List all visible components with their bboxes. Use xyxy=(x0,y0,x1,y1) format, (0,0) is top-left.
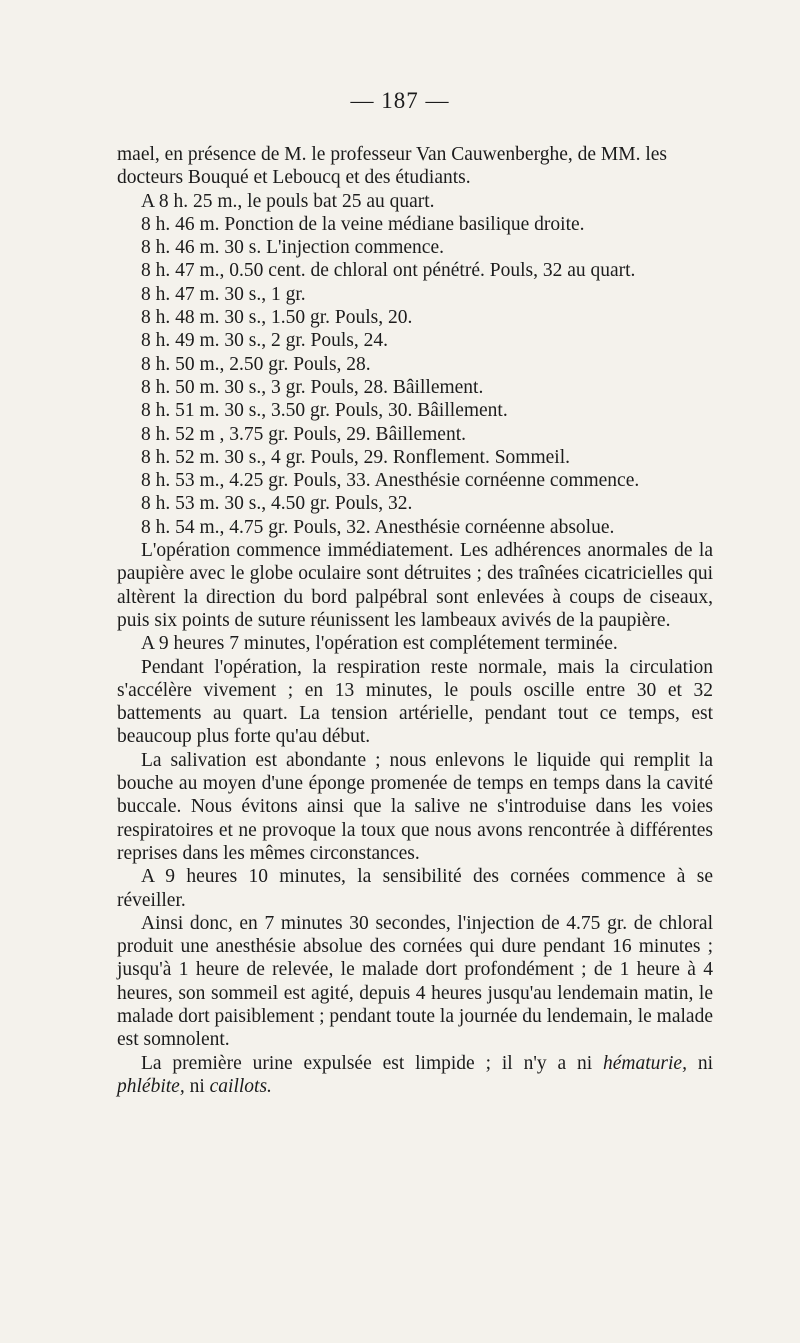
page-number: — 187 — xyxy=(350,88,450,113)
text-line: 8 h. 46 m. Ponction de la veine médiane basilique droite. xyxy=(141,213,585,235)
paragraph: Ainsi donc, en 7 minutes 30 secondes, l'injection de 4.75 gr. de chloral produit une anesthésie absolue des cornées qui dure pendant 16 minutes ; jusqu'à 1 heure de relevée, le malade dort profondément ; de 1 heure à 4 heures, son sommeil est agité, depuis 4 heures jusqu'au lendemain matin, le malade dort paisiblement ; pendant toute la journée du lendemain, le malade est somnolent. xyxy=(117,912,713,1051)
text-line: A 8 h. 25 m., le pouls bat 25 au quart. xyxy=(141,190,435,212)
text-line: 8 h. 54 m., 4.75 gr. Pouls, 32. Anesthésie cornéenne absolue. xyxy=(141,516,615,538)
text-line: 8 h. 50 m. 30 s., 3 gr. Pouls, 28. Bâillement. xyxy=(141,376,484,398)
paragraph: A 9 heures 7 minutes, l'opération est complétement terminée. xyxy=(141,633,618,655)
text-line: 8 h. 48 m. 30 s., 1.50 gr. Pouls, 20. xyxy=(141,307,413,329)
text-line: 8 h. 47 m. 30 s., 1 gr. xyxy=(141,283,306,305)
paragraph: Pendant l'opération, la respiration reste normale, mais la circulation s'accélère vivement ; en 13 minutes, le pouls oscille entre 30 et 32 battements au quart. La tension artérielle, pendant tout ce temps, est beaucoup plus forte qu'au début. xyxy=(117,656,713,748)
text-line: 8 h. 52 m , 3.75 gr. Pouls, 29. Bâillement. xyxy=(141,423,466,445)
final-prefix: La première urine expulsée est limpide ; il n'y a ni xyxy=(141,1052,604,1074)
final-paragraph xyxy=(117,1052,713,1099)
final-middle: ni xyxy=(686,1052,714,1074)
text-line: 8 h. 51 m. 30 s., 3.50 gr. Pouls, 30. Bâillement. xyxy=(141,400,508,422)
text-line: 8 h. 49 m. 30 s., 2 gr. Pouls, 24. xyxy=(141,330,389,352)
italic-term: caillots. xyxy=(209,1075,272,1097)
text-line: 8 h. 52 m. 30 s., 4 gr. Pouls, 29. Ronflement. Sommeil. xyxy=(141,446,571,468)
paragraph: L'opération commence immédiatement. Les adhérences anormales de la paupière avec le globe oculaire sont détruites ; des traînées cicatricielles qui altèrent la direction du bord palpébral sont enlevées à coups de ciseaux, puis six points de suture réunissent les lambeaux avivés de la paupière. xyxy=(117,540,713,631)
paragraph: La salivation est abondante ; nous enlevons le liquide qui remplit la bouche au moyen d'une éponge promenée de temps en temps dans la cavité buccale. Nous évitons ainsi que la salive ne s'introduise dans les voies respiratoires et ne provoque la toux que nous avons rencontrée à différentes reprises dans les mêmes circonstances. xyxy=(117,749,713,864)
page-body xyxy=(117,143,713,1098)
text-line: mael, en présence de M. le professeur Van Cauwenberghe, de MM. les docteurs Bouqué et Leboucq et des étudiants. xyxy=(117,144,667,189)
text-line: 8 h. 47 m., 0.50 cent. de chloral ont pénétré. Pouls, 32 au quart. xyxy=(141,260,636,282)
final-middle: ni xyxy=(184,1075,210,1097)
italic-term: phlébite, xyxy=(117,1075,185,1097)
text-line: 8 h. 50 m., 2.50 gr. Pouls, 28. xyxy=(141,353,371,375)
italic-term: hématurie, xyxy=(603,1052,687,1074)
text-line: 8 h. 46 m. 30 s. L'injection commence. xyxy=(141,237,444,259)
text-line: 8 h. 53 m. 30 s., 4.50 gr. Pouls, 32. xyxy=(141,493,413,515)
text-line: 8 h. 53 m., 4.25 gr. Pouls, 33. Anesthésie cornéenne commence. xyxy=(141,470,640,492)
paragraph: A 9 heures 10 minutes, la sensibilité des cornées commence à se réveiller. xyxy=(117,866,713,911)
